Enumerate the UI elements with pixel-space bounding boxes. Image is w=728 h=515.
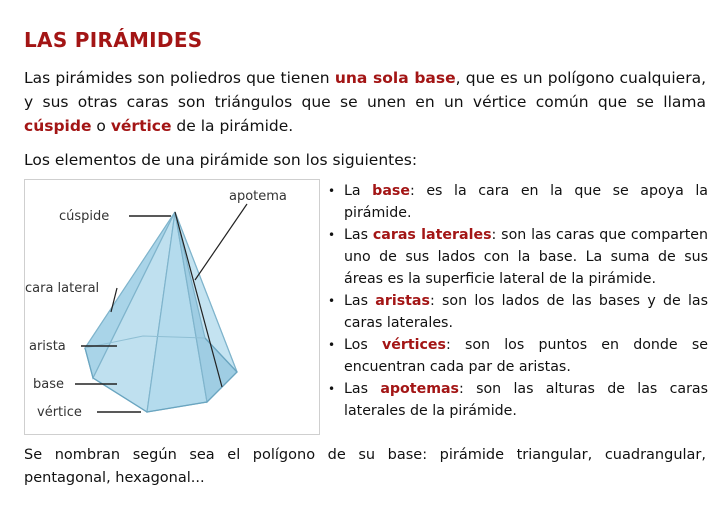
intro-paragraph	[24, 66, 706, 138]
elements-list	[326, 180, 708, 422]
list-item-term: vértices	[381, 337, 446, 353]
label-cuspide: cúspide	[59, 209, 110, 224]
elements-intro: Los elementos de una pirámide son los siguientes:	[24, 151, 418, 169]
intro-highlight-base: una sola base	[334, 69, 456, 87]
label-cara-lateral: cara lateral	[25, 281, 100, 296]
label-arista: arista	[29, 339, 66, 354]
intro-highlight-cuspide: cúspide	[24, 117, 92, 135]
label-base: base	[33, 377, 64, 392]
label-vertice: vértice	[37, 405, 82, 420]
list-item-aristas	[326, 290, 708, 334]
list-item-vertices	[326, 334, 708, 378]
page-title: LAS PIRÁMIDES	[24, 28, 203, 52]
apotema-leader	[195, 204, 247, 280]
pyramid-diagram	[25, 180, 319, 434]
intro-text-4: de la pirámide.	[171, 117, 294, 135]
intro-highlight-vertice: vértice	[110, 117, 172, 135]
list-item-pre: La	[344, 183, 373, 199]
intro-text-1: Las pirámides son poliedros que tienen	[24, 69, 335, 87]
list-item-term: base	[372, 183, 410, 199]
list-item-pre: Las	[344, 381, 381, 397]
list-item-term: aristas	[375, 293, 430, 309]
bullet-icon: •	[328, 338, 336, 352]
list-item-pre: Las	[344, 227, 373, 243]
list-item-post: : son las caras que comparten uno de sus lados con la base. La suma de sus áreas es la superficie lateral de la pirámide.	[344, 227, 709, 287]
bullet-icon: •	[328, 294, 336, 308]
bullet-icon: •	[328, 184, 336, 198]
list-item-post: : son los lados de las bases y de las caras laterales.	[344, 293, 709, 331]
list-item-pre: Los	[344, 337, 382, 353]
list-item-post: : es la cara en la que se apoya la pirámide.	[344, 183, 708, 221]
list-item-term: apotemas	[380, 381, 459, 397]
list-item-base	[326, 180, 708, 224]
list-item-term: caras laterales	[372, 227, 492, 243]
footer-paragraph: Se nombran según sea el polígono de su base: pirámide triangular, cuadrangular, pentagonal, hexagonal...	[24, 447, 706, 486]
label-apotema: apotema	[229, 189, 287, 204]
intro-text-3: o	[91, 117, 111, 135]
list-item-pre: Las	[344, 293, 376, 309]
bullet-icon: •	[328, 228, 336, 242]
list-item-post: : son las alturas de las caras laterales de la pirámide.	[344, 381, 709, 419]
list-item-post: : son los puntos en donde se encuentran cada par de aristas.	[344, 337, 708, 375]
pyramid-figure	[24, 179, 320, 435]
list-item-apotemas	[326, 378, 708, 422]
bullet-icon: •	[328, 382, 336, 396]
intro-text-2: , que es un polígono cualquiera, y sus otras caras son triángulos que se unen en un vértice común que se llama	[24, 69, 706, 111]
list-item-caras-laterales	[326, 224, 708, 290]
